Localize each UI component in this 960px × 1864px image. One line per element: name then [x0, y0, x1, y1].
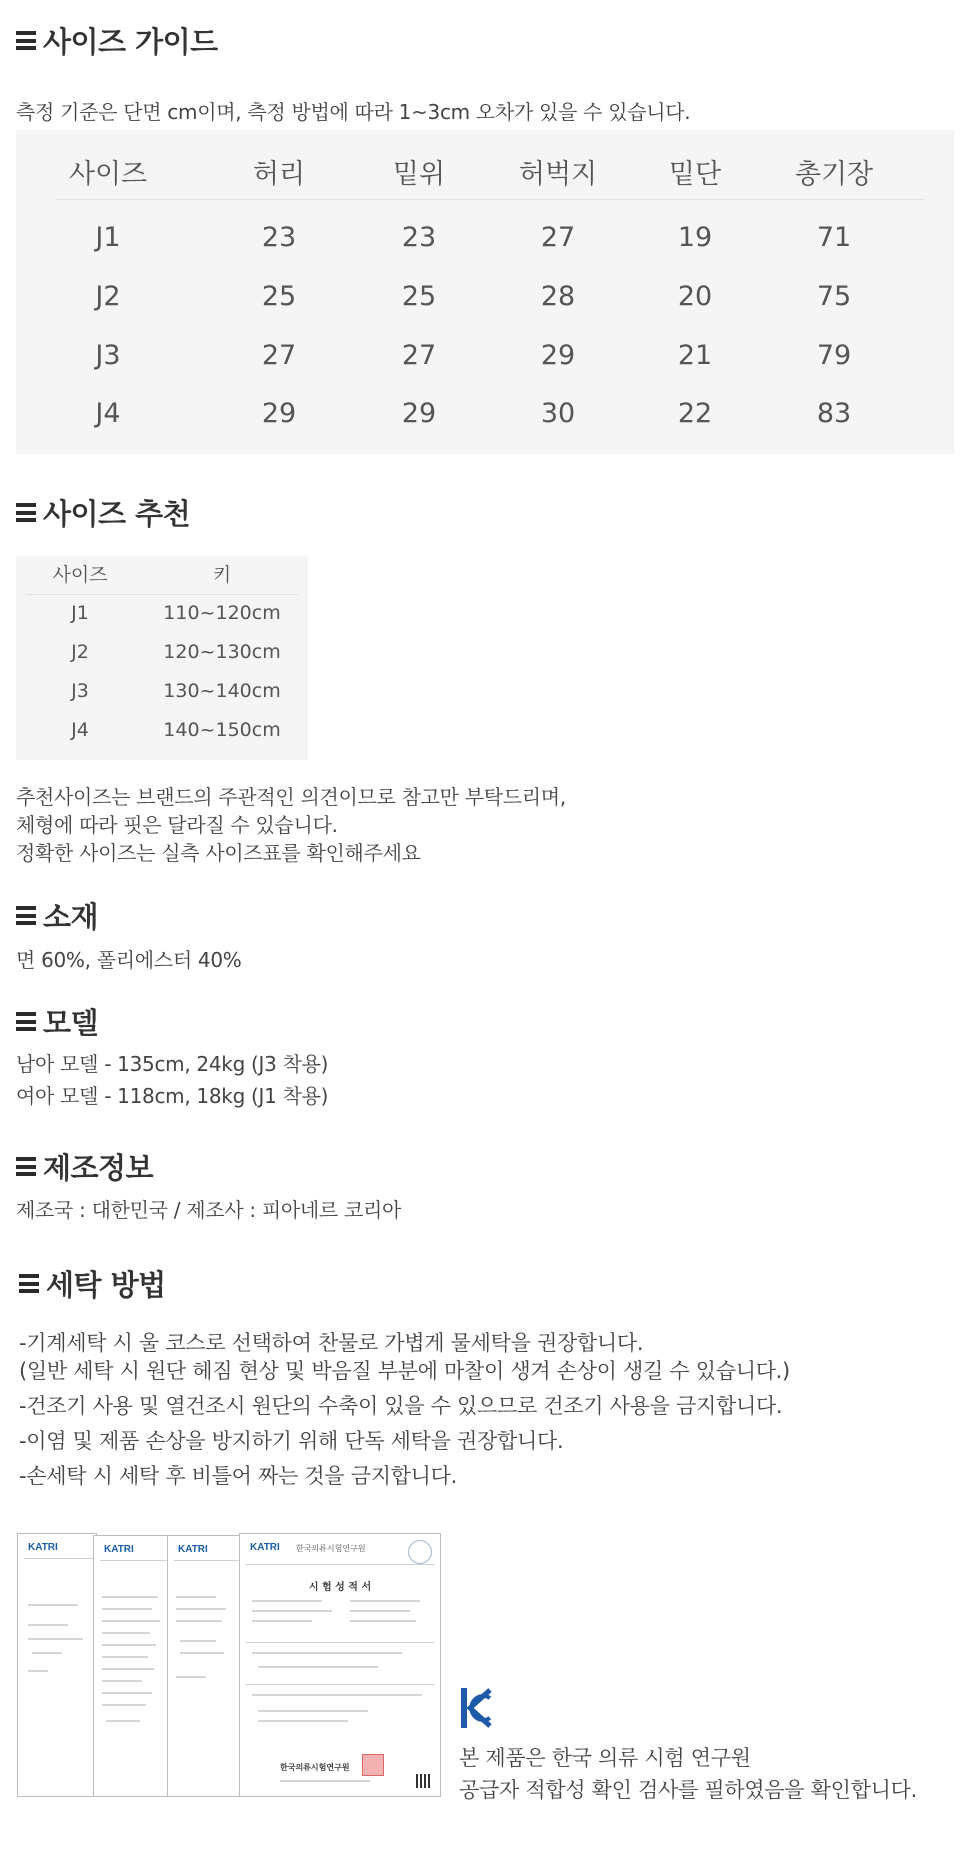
size-guide-cell: 30	[540, 398, 576, 429]
size-guide-title: 사이즈 가이드	[43, 25, 218, 59]
table-divider	[55, 199, 925, 200]
recommend-cell: 130~140cm	[163, 680, 281, 702]
material-title: 소재	[43, 900, 99, 934]
size-guide-cell: 22	[677, 398, 713, 429]
material-text: 면 60%, 폴리에스터 40%	[16, 948, 242, 972]
size-guide-cell: 75	[816, 281, 852, 312]
manufacture-text: 제조국 : 대한민국 / 제조사 : 피아네르 코리아	[16, 1198, 402, 1222]
size-guide-cell: 23	[401, 222, 437, 253]
material-heading	[16, 895, 98, 936]
model-line: 여아 모델 - 118cm, 18kg (J1 착용)	[16, 1084, 329, 1108]
recommend-cell: J4	[71, 719, 89, 741]
washing-line: -건조기 사용 및 열건조시 원단의 수축이 있을 수 있으므로 건조기 사용을 금지합니다.	[19, 1394, 783, 1418]
size-guide-cell: 27	[261, 340, 297, 371]
washing-line: -기계세탁 시 울 코스로 선택하여 찬물로 가볍게 물세탁을 권장합니다.	[19, 1331, 644, 1355]
table-divider	[26, 594, 298, 595]
size-guide-heading	[16, 20, 218, 61]
kc-mark-icon	[460, 1686, 492, 1730]
doc-title: 시 험 성 적 서	[308, 1582, 372, 1593]
recommend-note: 추천사이즈는 브랜드의 주관적인 의견이므로 참고만 부탁드리며,	[16, 785, 566, 809]
recommend-cell: J1	[71, 602, 89, 624]
recommend-cell: 140~150cm	[163, 719, 281, 741]
recommend-note: 정확한 사이즈는 실측 사이즈표를 확인해주세요	[16, 841, 421, 865]
seal-icon	[408, 1540, 432, 1564]
certificate-page: KATRI	[167, 1535, 243, 1797]
certificate-line: 본 제품은 한국 의류 시험 연구원	[459, 1746, 751, 1770]
size-guide-cell: J3	[95, 340, 121, 371]
washing-line: -이염 및 제품 손상을 방지하기 위해 단독 세탁을 권장합니다.	[19, 1429, 564, 1453]
recommend-header: 키	[212, 564, 232, 586]
size-guide-cell: 19	[677, 222, 713, 253]
recommend-cell: 110~120cm	[163, 602, 281, 624]
list-icon	[16, 1157, 36, 1176]
size-guide-cell: 25	[261, 281, 297, 312]
list-icon	[16, 503, 36, 522]
size-guide-header: 밑단	[668, 159, 722, 190]
size-guide-cell: 27	[401, 340, 437, 371]
qr-code-icon	[416, 1774, 430, 1788]
recommend-note: 체형에 따라 핏은 달라질 수 있습니다.	[16, 813, 338, 837]
recommend-title: 사이즈 추천	[43, 497, 191, 531]
model-heading	[16, 1001, 98, 1042]
size-guide-cell: J2	[95, 281, 121, 312]
size-guide-cell: 25	[401, 281, 437, 312]
size-guide-cell: J4	[95, 398, 121, 429]
size-guide-header: 허리	[252, 159, 306, 190]
recommend-cell: J2	[71, 641, 89, 663]
certificate-page: KATRI	[93, 1535, 169, 1797]
washing-title: 세탁 방법	[46, 1268, 166, 1302]
certificate-page: KATRI	[17, 1533, 97, 1797]
size-guide-cell: 71	[816, 222, 852, 253]
size-guide-header: 허벅지	[518, 159, 598, 190]
list-icon	[16, 906, 36, 925]
size-guide-header: 사이즈	[68, 159, 148, 190]
washing-line: (일반 세탁 시 원단 헤짐 현상 및 박음질 부분에 마찰이 생겨 손상이 생길 수 있습니다.)	[19, 1359, 790, 1383]
size-guide-note: 측정 기준은 단면 cm이며, 측정 방법에 따라 1~3cm 오차가 있을 수 있습니다.	[16, 100, 691, 124]
list-icon	[16, 1012, 36, 1031]
stamp-icon	[362, 1754, 384, 1776]
certificate-line: 공급자 적합성 확인 검사를 필하였음을 확인합니다.	[459, 1778, 917, 1802]
size-guide-cell: 20	[677, 281, 713, 312]
model-line: 남아 모델 - 135cm, 24kg (J3 착용)	[16, 1052, 329, 1076]
washing-line: -손세탁 시 세탁 후 비틀어 짜는 것을 금지합니다.	[19, 1464, 458, 1488]
size-guide-cell: 27	[540, 222, 576, 253]
size-guide-cell: 83	[816, 398, 852, 429]
size-guide-cell: 23	[261, 222, 297, 253]
certificate-main-page: KATRI 한국의류시험연구원 시 험 성 적 서 한국의류시험연구원	[239, 1533, 441, 1797]
list-icon	[19, 1274, 39, 1293]
recommend-notes	[16, 783, 566, 867]
recommend-heading	[16, 492, 190, 533]
manufacture-heading	[16, 1146, 153, 1187]
manufacture-title: 제조정보	[43, 1151, 154, 1185]
size-guide-cell: 79	[816, 340, 852, 371]
model-info	[16, 1048, 328, 1112]
list-icon	[16, 31, 36, 50]
size-guide-cell: 21	[677, 340, 713, 371]
certificate-documents	[17, 1533, 441, 1797]
size-guide-cell: J1	[95, 222, 121, 253]
recommend-header: 사이즈	[52, 564, 108, 586]
size-guide-cell: 29	[540, 340, 576, 371]
washing-heading	[19, 1263, 166, 1304]
size-guide-header: 총기장	[794, 159, 874, 190]
size-guide-cell: 29	[401, 398, 437, 429]
model-title: 모델	[43, 1006, 99, 1040]
recommend-cell: 120~130cm	[163, 641, 281, 663]
recommend-cell: J3	[71, 680, 89, 702]
size-guide-header: 밑위	[392, 159, 446, 190]
size-guide-cell: 28	[540, 281, 576, 312]
size-guide-cell: 29	[261, 398, 297, 429]
